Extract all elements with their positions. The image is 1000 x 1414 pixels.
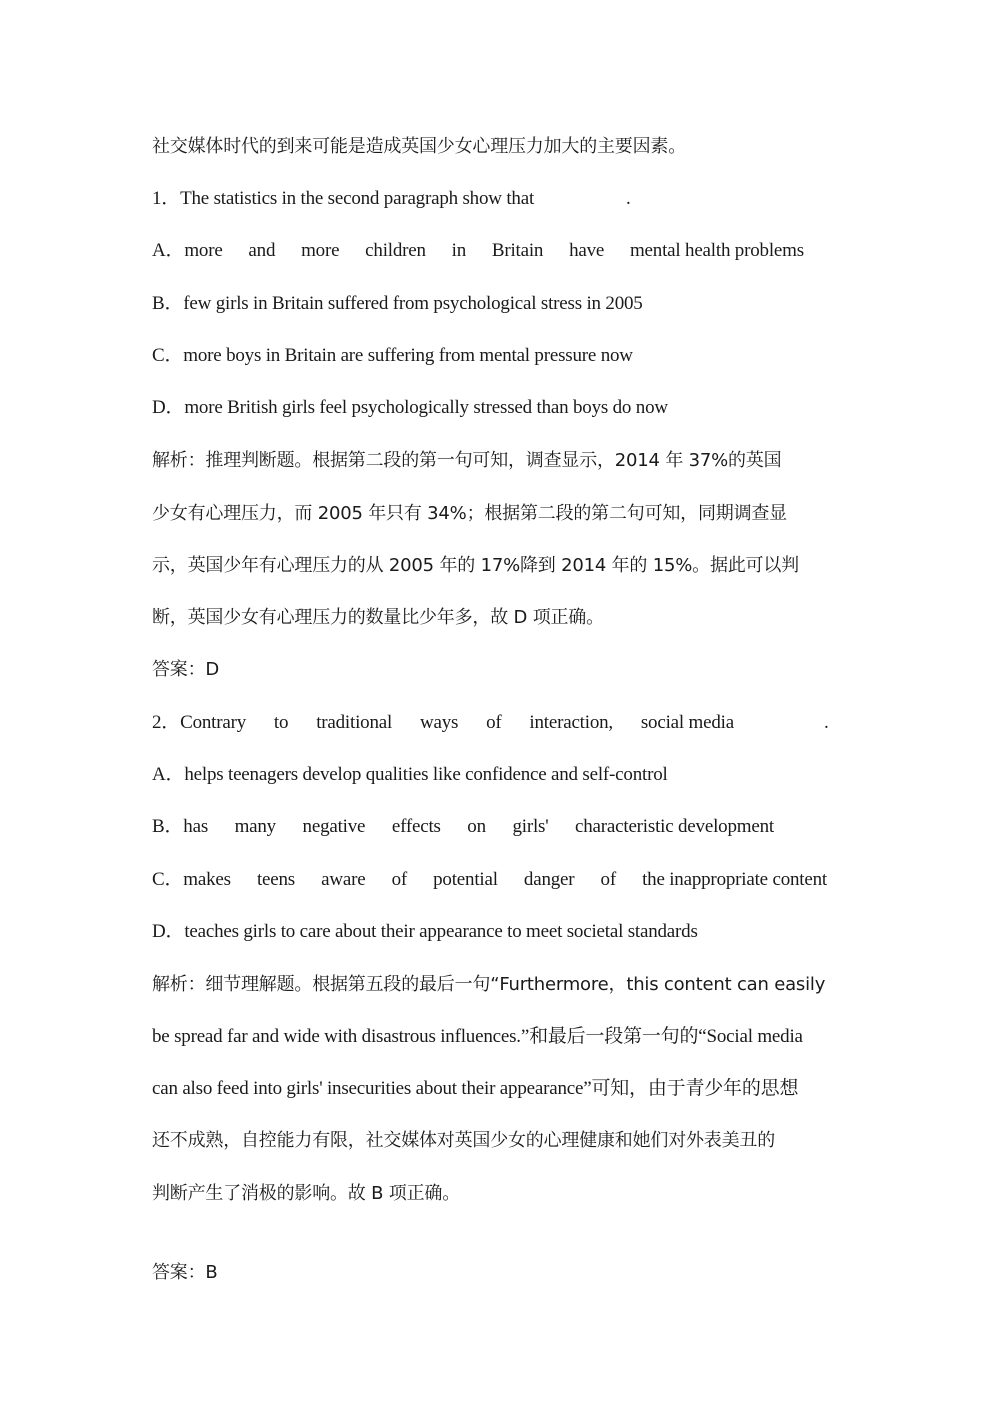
- option-text: teaches girls to care about their appearance to meet societal standards: [184, 921, 698, 942]
- option-word: of: [391, 869, 407, 890]
- question-2-stem-words: [152, 709, 734, 737]
- question-2-option-a: [152, 761, 852, 789]
- option-word: in: [451, 240, 467, 261]
- question-1-stem: [152, 185, 852, 213]
- option-letter: C．: [152, 345, 184, 366]
- option-word: potential: [433, 869, 498, 890]
- stem-word: social media: [640, 712, 734, 733]
- option-letter: B．: [152, 293, 184, 314]
- question-2-stem: [152, 709, 852, 737]
- intro-summary: 社交媒体时代的到来可能是造成英国少女心理压力加大的主要因素。: [152, 136, 686, 157]
- option-text: few girls in Britain suffered from psychological stress in 2005: [183, 293, 643, 314]
- stem-word: 2．Contrary: [152, 712, 247, 733]
- question-2-option-d: [152, 918, 852, 946]
- option-word: mental health problems: [629, 240, 804, 261]
- option-letter: D．: [152, 397, 185, 418]
- question-1-analysis-line: 少女有心理压力，而 2005 年只有 34%；根据第二段的第二句可知，同期调查显: [152, 503, 787, 524]
- question-1-stem-end: .: [626, 188, 631, 209]
- option-word: have: [569, 240, 605, 261]
- option-word: of: [600, 869, 616, 890]
- question-2-analysis-line: 判断产生了消极的影响。故 B 项正确。: [152, 1183, 460, 1204]
- option-word: Britain: [491, 240, 544, 261]
- option-letter: D．: [152, 921, 185, 942]
- option-word: and: [248, 240, 276, 261]
- stem-word: traditional: [316, 712, 393, 733]
- stem-word: interaction,: [529, 712, 613, 733]
- stem-word: ways: [419, 712, 459, 733]
- option-text: helps teenagers develop qualities like confidence and self-control: [184, 764, 668, 785]
- option-word: more: [301, 240, 340, 261]
- option-word: effects: [391, 816, 441, 837]
- option-word: girls': [512, 816, 549, 837]
- question-2-analysis-line: be spread far and wide with disastrous influences.”和最后一段第一句的“Social media: [152, 1026, 803, 1047]
- question-1-option-d: [152, 394, 852, 422]
- option-text: more British girls feel psychologically stressed than boys do now: [184, 397, 668, 418]
- question-2-stem-end: .: [824, 712, 829, 733]
- question-2-option-b: [152, 813, 774, 841]
- option-word: characteristic development: [575, 816, 774, 837]
- question-1-option-a: [152, 237, 804, 265]
- option-word: on: [467, 816, 486, 837]
- question-2-analysis-line: 解析：细节理解题。根据第五段的最后一句“Furthermore，this content can easily: [152, 974, 826, 995]
- option-letter: C．makes: [152, 869, 231, 890]
- option-word: children: [365, 240, 426, 261]
- option-word: aware: [321, 869, 366, 890]
- stem-word: of: [486, 712, 502, 733]
- question-2-answer: 答案：B: [152, 1262, 218, 1283]
- option-word: the inappropriate content: [642, 869, 827, 890]
- option-letter: A．: [152, 764, 185, 785]
- question-2-analysis-line: 还不成熟，自控能力有限，社交媒体对英国少女的心理健康和她们对外表美丑的: [152, 1130, 775, 1151]
- question-2-analysis-line: can also feed into girls' insecurities about their appearance”可知，由于青少年的思想: [152, 1078, 799, 1099]
- option-text: more boys in Britain are suffering from mental pressure now: [183, 345, 633, 366]
- option-letter: A．more: [152, 240, 223, 261]
- question-1-analysis-line: 断，英国少女有心理压力的数量比少年多，故 D 项正确。: [152, 607, 604, 628]
- question-1-analysis-line: 解析：推理判断题。根据第二段的第一句可知，调查显示，2014 年 37%的英国: [152, 450, 782, 471]
- option-word: danger: [523, 869, 575, 890]
- question-2-option-c: [152, 866, 827, 894]
- stem-word: to: [273, 712, 289, 733]
- option-word: negative: [302, 816, 366, 837]
- question-1-analysis-line: 示，英国少年有心理压力的从 2005 年的 17%降到 2014 年的 15%。据此可以判: [152, 555, 799, 576]
- question-1-option-c: [152, 342, 852, 370]
- option-letter: B．has: [152, 816, 209, 837]
- question-1-answer: 答案：D: [152, 659, 220, 680]
- question-1-stem-text: 1．The statistics in the second paragraph show that: [152, 188, 535, 209]
- option-word: teens: [256, 869, 295, 890]
- option-word: many: [234, 816, 276, 837]
- question-1-option-b: [152, 290, 852, 318]
